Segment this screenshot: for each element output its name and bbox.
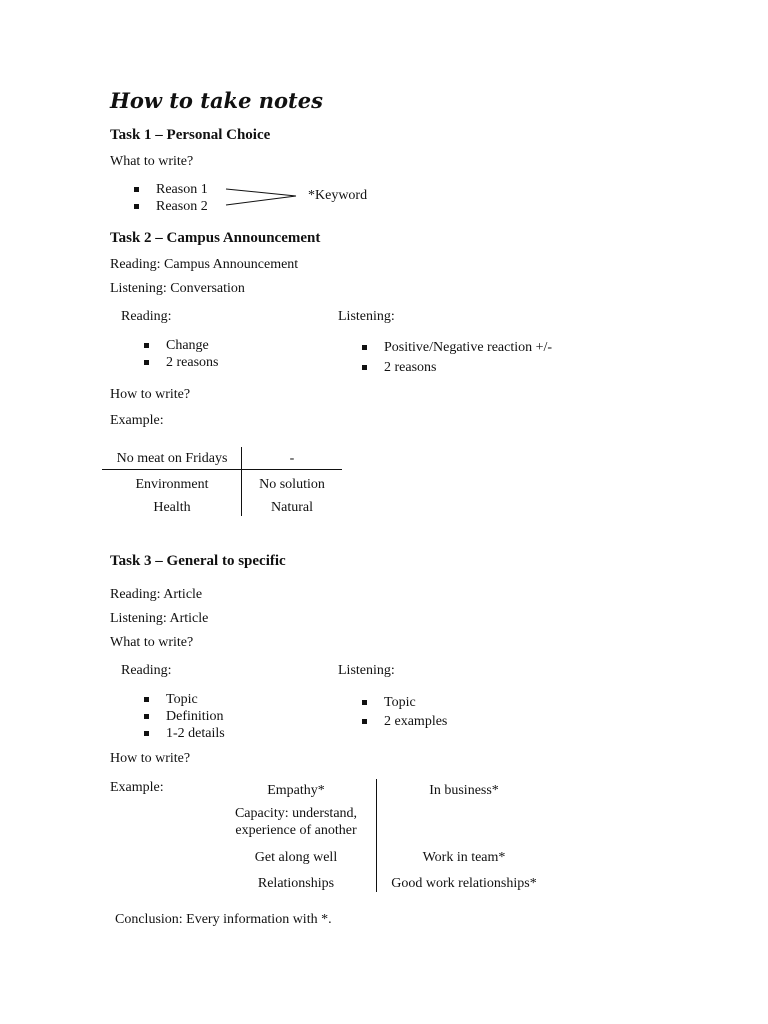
task2-listening-line: Listening: Conversation	[110, 281, 245, 296]
table-cell: Good work relationships*	[391, 876, 537, 891]
page-title: How to take notes	[110, 88, 323, 113]
task3-listening-label: Listening:	[338, 663, 395, 678]
task3-reading-line: Reading: Article	[110, 587, 203, 602]
table-header-right: -	[289, 451, 295, 466]
table-cell: Relationships	[257, 876, 335, 891]
list-item: 2 reasons	[362, 360, 552, 377]
task2-reading-line: Reading: Campus Announcement	[110, 257, 299, 272]
table-cell: Work in team*	[422, 850, 506, 865]
task2-listening-label: Listening:	[338, 309, 395, 324]
task3-how-to-write: How to write?	[110, 751, 191, 766]
list-item: Definition	[144, 709, 225, 726]
task2-heading: Task 2 – Campus Announcement	[110, 230, 321, 246]
table-cell: Empathy*	[267, 783, 325, 798]
list-item: 1-2 details	[144, 726, 225, 743]
task3-reading-label: Reading:	[121, 663, 172, 678]
list-item: Topic	[144, 692, 225, 709]
task3-reading-bullets	[144, 692, 225, 743]
table-divider-horizontal	[102, 469, 342, 470]
table-cell: Natural	[271, 500, 313, 515]
task3-listening-bullets	[362, 695, 447, 731]
task2-listening-bullets	[362, 340, 552, 377]
table-cell: Get along well	[254, 850, 338, 865]
task2-how-to-write: How to write?	[110, 387, 191, 402]
list-item: Change	[144, 338, 219, 355]
task3-conclusion: Conclusion: Every information with *.	[115, 912, 332, 927]
task2-reading-bullets	[144, 338, 219, 372]
table-cell: Health	[153, 500, 191, 515]
task1-heading: Task 1 – Personal Choice	[110, 127, 271, 143]
task3-what-to-write: What to write?	[110, 635, 194, 650]
task2-example-label: Example:	[110, 413, 164, 428]
table-cell: Environment	[135, 477, 209, 492]
table-divider-vertical	[376, 779, 377, 892]
task3-example-label: Example:	[110, 780, 164, 795]
task1-keyword: *Keyword	[308, 188, 368, 203]
list-item: Reason 1	[134, 182, 208, 199]
list-item: Positive/Negative reaction +/-	[362, 340, 552, 360]
list-item: 2 examples	[362, 714, 447, 731]
list-item: Topic	[362, 695, 447, 714]
task3-listening-line: Listening: Article	[110, 611, 209, 626]
table-cell: experience of another	[235, 823, 357, 838]
task3-heading: Task 3 – General to specific	[110, 553, 286, 569]
table-cell: Capacity: understand,	[234, 806, 358, 821]
task1-what-to-write: What to write?	[110, 154, 194, 169]
list-item: 2 reasons	[144, 355, 219, 372]
list-item: Reason 2	[134, 199, 208, 216]
table-cell: No solution	[259, 477, 325, 492]
table-header-left: No meat on Fridays	[116, 451, 228, 466]
table-cell: In business*	[429, 783, 499, 798]
task2-reading-label: Reading:	[121, 309, 172, 324]
